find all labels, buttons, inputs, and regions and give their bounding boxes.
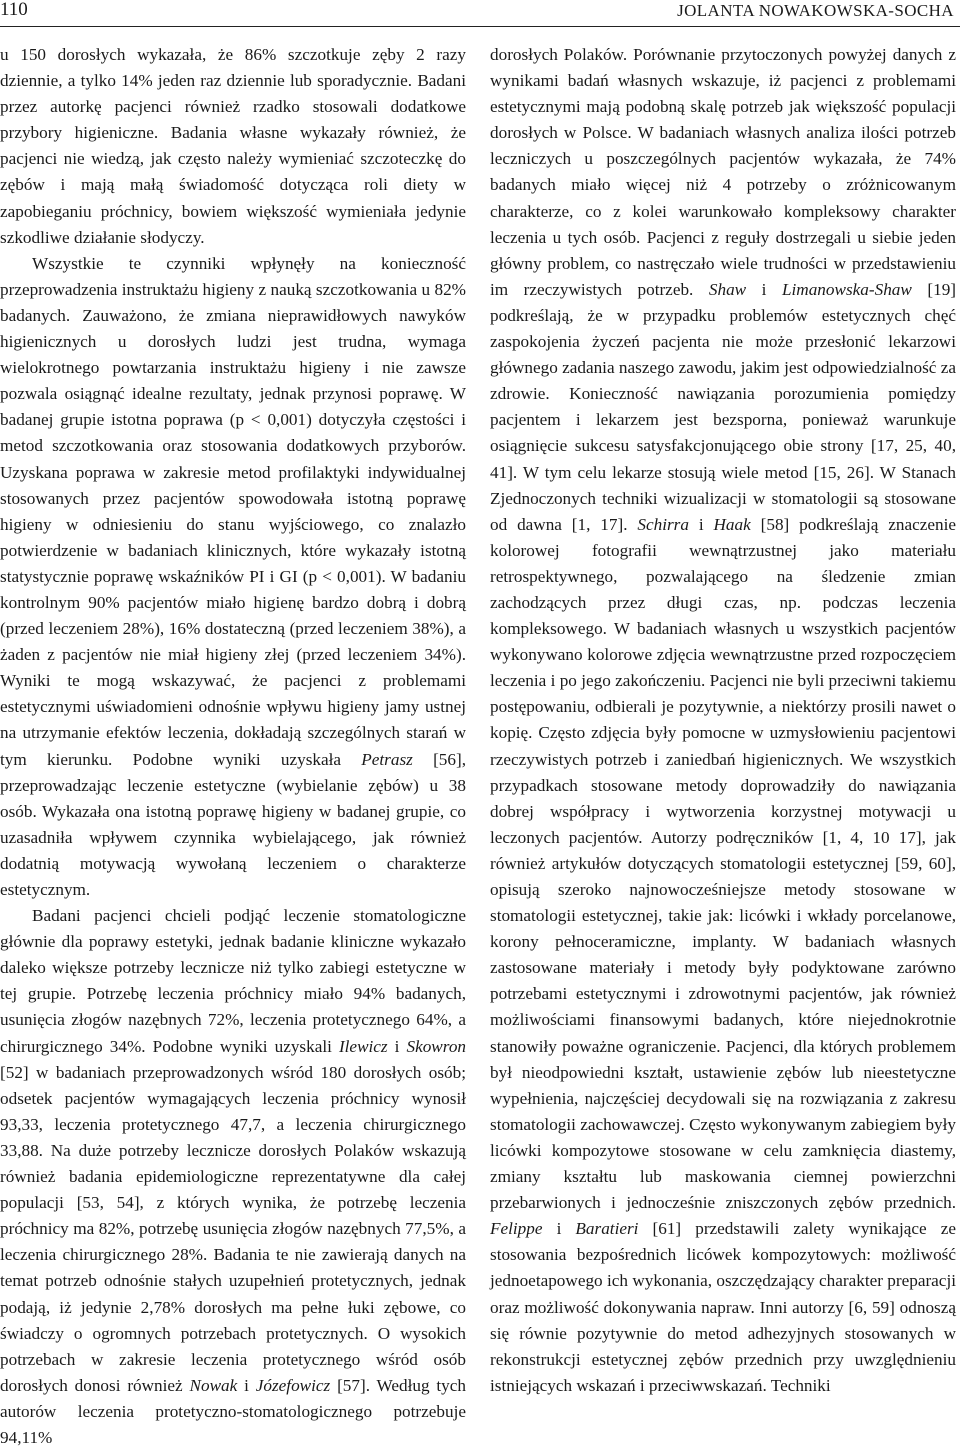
right-p1-text-c: [58] podkreślają znaczenie kolorowej fotografii wewnątrzustnej jako materiału retrospektywnego, pozwalającego na śledzenie zmian zachodzących przez długi czas, np. podczas leczenia kompleksowego. W badaniach własnych u wszystkich pacjentów wykonywano kolorowe zdjęcia wewnątrzustne przed rozpoczęciem leczenia i po jego zakończeniu. Pacjenci nie byli przeciwni takiemu postępowaniu, odbierali je pozytywnie, a niektórzy prosili nawet o kopię. Często zdjęcia były pomocne w uzmysłowieniu pacjentowi rzeczywistych potrzeb i zaniedbań higienicznych. We wszystkich przypadkach stosowane metody doprowadziły do nawiązania dobrej współpracy i wytworzenia korzystnej motywacji u leczonych pacjentów. Autorzy podręczników [1, 4, 10 17], jak również artykułów dotyczących stomatologii estetycznej [59, 60], opisują szeroko najnowocześniejsze metody stosowane w stomatologii estetycznej, takie jak: licówki i wkłady porcelanowe, korony pełnoceramiczne, implanty. W badaniach własnych zastosowane materiały i metody były podyktowane zarówno potrzebami estetycznymi i zdrowotnymi pacjentów, jak również możliwościami finansowymi badanych, które niejednokrotnie stanowiły poważne ograniczenie. Pacjenci, dla których problemem był nieodpowiedni kształt, ustawienie zębów lub nieestetyczne wypełnienia, najczęściej decydowali się na rozwiązania z zakresu stomatologii zachowawczej. Często wykonywanym zabiegiem były licówki kompozytowe stosowane w celu zamknięcia diastemy, zmiany kształtu lub maskowania ciemnej powierzchni przebarwionych i jednocześnie zniszczonych zębów przednich.	[490, 514, 956, 1213]
author-name-skowron: Skowron	[406, 1036, 467, 1056]
left-paragraph-2	[0, 251, 466, 903]
left-paragraph-1	[0, 42, 466, 251]
author-name-felippe: Felippe	[490, 1219, 543, 1239]
right-p1-conj-2: i	[688, 514, 714, 534]
author-name-haak: Haak	[713, 514, 751, 534]
right-paragraph-1	[490, 42, 956, 1399]
author-name-nowak: Nowak	[189, 1375, 238, 1395]
right-p1-conj-3: i	[542, 1219, 576, 1239]
author-name-petrasz: Petrasz	[361, 749, 413, 769]
author-name-ilewicz: Ilewicz	[338, 1036, 388, 1056]
author-name-jozefowicz: Józefowicz	[255, 1375, 331, 1395]
left-p3-text-a: Badani pacjenci chcieli podjąć leczenie stomatologiczne głównie dla poprawy estetyki, jednak badanie kliniczne wykazało daleko większe potrzeby lecznicze niż tylko zabiegi estetyczne w tej grupie. Potrzebę leczenia próchnicy miało 94% badanych, usunięcia złogów nazębnych 72%, leczenia protetycznego 64%, a chirurgicznego 34%. Podobne wyniki uzyskali	[0, 906, 466, 1056]
left-paragraph-3	[0, 903, 466, 1451]
left-p3-text-c: [57]. Według tych autorów leczenia protetyczno-stomatologicznego potrzebuje 94,11%	[0, 1375, 466, 1447]
left-p2-text-b: [56], przeprowadzając leczenie estetyczne (wybielanie zębów) u 38 osób. Wykazała ona istotną poprawę higieny w badanej grupie, co uzasadniła wpływem czynnika wybielającego, jak również dodatnią motywacją wywołaną leczeniem o charakterze estetycznym.	[0, 749, 466, 899]
page-number: 110	[0, 0, 28, 20]
author-name-limanowska-shaw: Limanowska-Shaw	[781, 279, 912, 299]
left-p3-conj-1: i	[387, 1036, 407, 1056]
left-p3-text-b: [52] w badaniach przeprowadzonych wśród 180 dorosłych osób; odsetek pacjentów wymagających leczenia próchnicy wynosił 93,33, leczenia protetycznego 47,7, a leczenia chirurgicznego 33,88. Na duże potrzeby lecznicze dorosłych Polaków wskazują również badania epidemiologiczne reprezentatywne dla całej populacji [53, 54], z których wynika, że potrzebę leczenia próchnicy ma 82%, potrzebę usunięcia złogów nazębnych 77,5%, a leczenia chirurgicznego 28%. Badania te nie zawierają danych na temat potrzeb odnośnie stałych uzupełnień protetycznych, jednak podają, iż jedynie 2,78% dorosłych ma pełne łuki zębowe, co świadczy o ogromnych potrzebach protetycznych. O wysokich potrzebach w zakresie leczenia protetycznego wśród osób dorosłych donosi również	[0, 1062, 466, 1395]
left-p3-conj-2: i	[237, 1375, 256, 1395]
right-p1-conj-1: i	[746, 279, 782, 299]
left-p1-text: u 150 dorosłych wykazała, że 86% szczotkuje zęby 2 razy dziennie, a tylko 14% jeden raz dziennie lub sporadycznie. Badani przez autorkę pacjenci również rzadko stosowali dodatkowe przybory higieniczne. Badania własne wykazały również, że pacjenci nie wiedzą, jak często należy wymieniać szczoteczkę do zębów i mają małą świadomość dotycząca roli diety w zapobieganiu próchnicy, bowiem większość wymieniała jedynie szkodliwe działanie słodyczy.	[0, 45, 466, 247]
author-name-schirra: Schirra	[637, 514, 689, 534]
left-column	[0, 42, 466, 1451]
author-name-baratieri: Baratieri	[575, 1219, 639, 1239]
author-name-shaw: Shaw	[708, 279, 747, 299]
right-p1-text-b: [19] podkreślają, że w przypadku problemów estetycznych chęć zaspokojenia życzeń pacjenta nie może przesłonić lekarzowi głównego zadania naszego zawodu, jakim jest odpowiedzialność za zdrowie. Konieczność nawiązania porozumienia pomiędzy pacjentem i lekarzem jest bezsporna, ponieważ warunkuje osiągnięcie sukcesu satysfakcjonującego obie strony [17, 25, 40, 41]. W tym celu lekarze stosują wiele metod [15, 26]. W Stanach Zjednoczonych techniki wizualizacji w stomatologii są stosowane od dawna [1, 17].	[490, 279, 957, 534]
right-p1-text-a: dorosłych Polaków. Porównanie przytoczonych powyżej danych z wynikami badań własnych wskazuje, iż pacjenci z problemami estetycznymi mają podobną skalę potrzeb jak większość populacji dorosłych w Polsce. W badaniach własnych analiza ilości potrzeb leczniczych u poszczególnych pacjentów wykazała, że 74% badanych miało więcej niż 4 potrzeby o zróżnicowanym charakterze, co z kolei warunkowało kompleksowy charakter leczenia u tych osób. Pacjenci z reguły dostrzegali u siebie jeden główny problem, co nastręczało wiele trudności w przedstawieniu im rzeczywistych potrzeb.	[490, 45, 956, 299]
right-column	[490, 42, 956, 1399]
left-p2-text-a: Wszystkie te czynniki wpłynęły na konieczność przeprowadzenia instruktażu higieny z nauką szczotkowania u 82% badanych. Zauważono, że zmiana nieprawidłowych nawyków higienicznych u dorosłych ludzi jest trudna, wymaga wielokrotnego powtarzania instruktażu higieny i nie zawsze pozwala osiągnąć idealne rezultaty, jednak przynosi poprawę. W badanej grupie istotna poprawa (p < 0,001) dotyczyła częstości i metod szczotkowania oraz stosowania dodatkowych przyborów. Uzyskana poprawa w zakresie metod profilaktyki indywidualnej stosowanych przez pacjentów spowodowała istotną poprawę higieny w odniesieniu do stanu wyjściowego, co znalazło potwierdzenie w badaniach klinicznych, które wykazały istotną statystycznie poprawę wskaźników PI i GI (p < 0,001). W badaniu kontrolnym 90% pacjentów miało higienę bardzo dobrą i dobrą (przed leczeniem 28%), 16% dostateczną (przed leczeniem 38%), a żaden z pacjentów nie miał higieny złej (przed leczeniem 34%). Wyniki te mogą wskazywać, że pacjenci z problemami estetycznymi uświadomieni odnośnie wpływu higieny jamy ustnej na utrzymanie efektów leczenia, dokładają szczególnych starań w tym kierunku. Podobne wyniki uzyskała	[0, 253, 466, 769]
running-head-author: JOLANTA NOWAKOWSKA-SOCHA	[677, 1, 954, 20]
page-header	[0, 0, 960, 27]
right-p1-text-d: [61] przedstawili zalety wynikające ze stosowania bezpośrednich licówek kompozytowych: możliwość jednoetapowego ich wykonania, oszczędzający charakter preparacji oraz możliwość dokonywania napraw. Inni autorzy [6, 59] odnoszą się równie pozytywnie do metod adhezyjnych stosowanych w rekonstrukcji estetycznej zębów przednich przy uwzględnieniu istniejących wskazań i przeciwwskazań. Techniki	[490, 1219, 956, 1395]
